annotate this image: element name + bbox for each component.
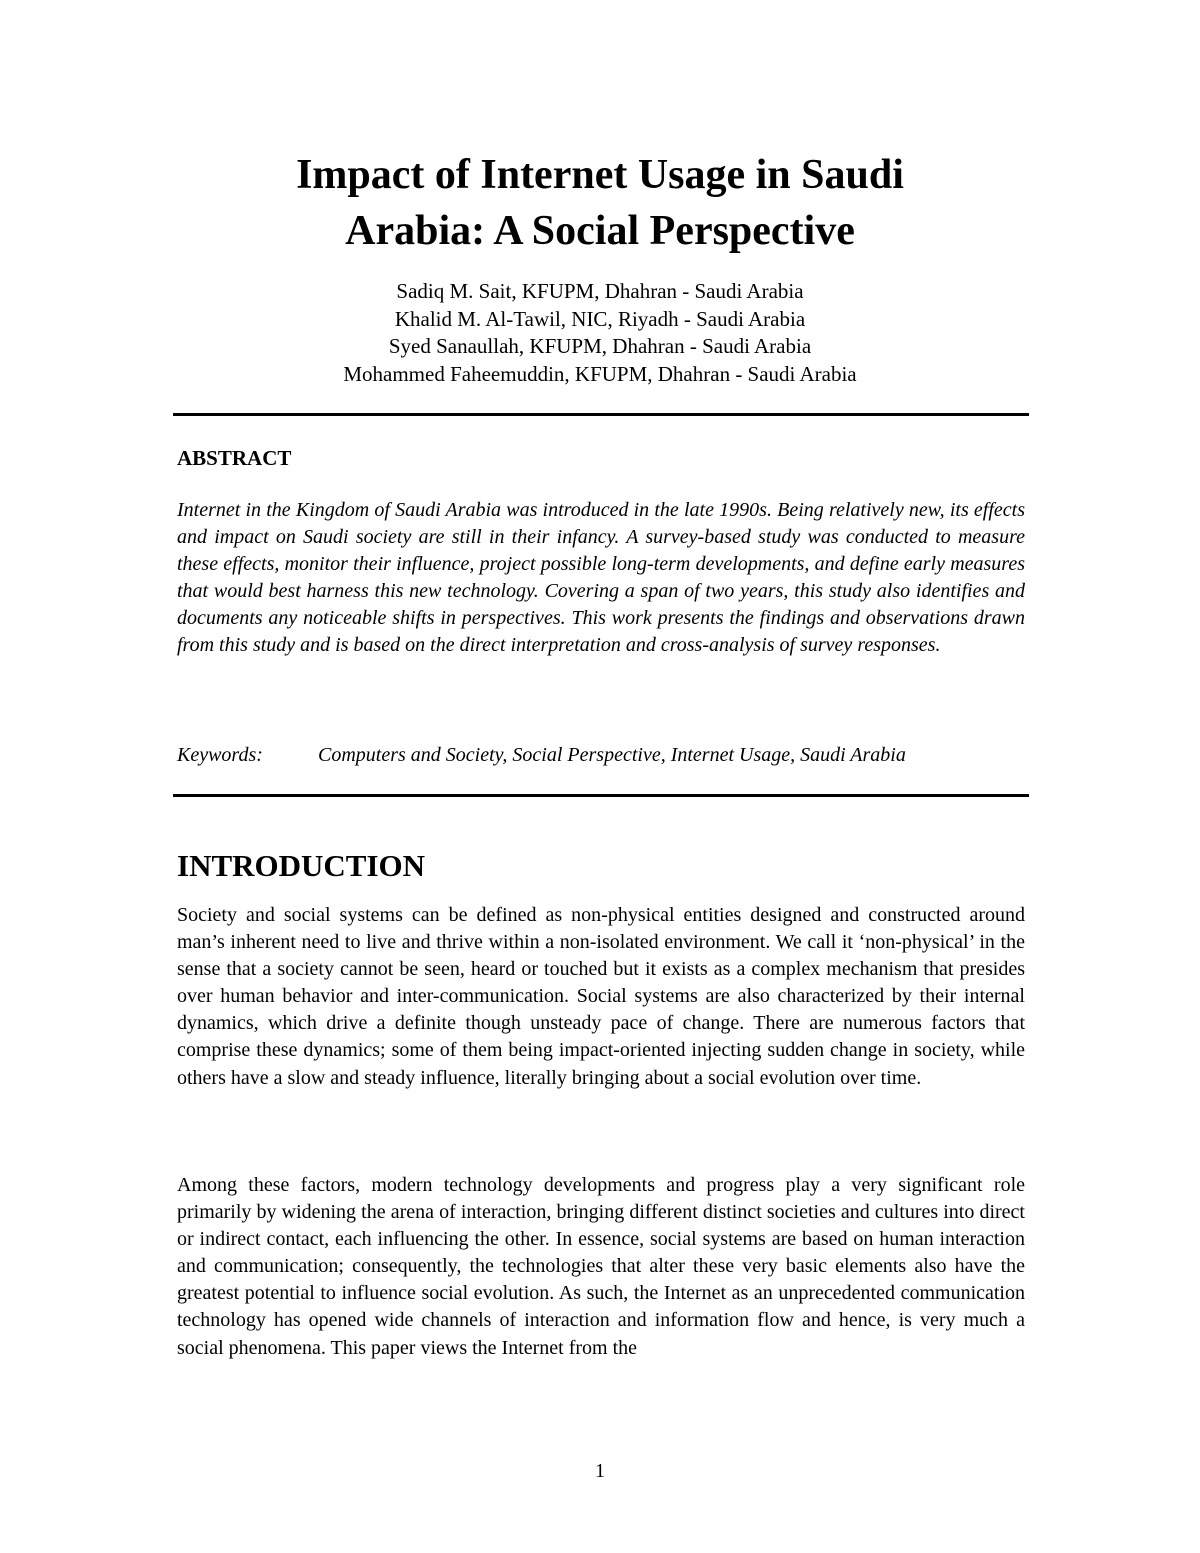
- author-line: Syed Sanaullah, KFUPM, Dhahran - Saudi Arabia: [388, 334, 812, 358]
- abstract-top-rule: [173, 413, 1029, 416]
- abstract-heading: ABSTRACT: [177, 446, 292, 470]
- introduction-paragraph: Society and social systems can be defined as non-physical entities designed and constructed around man’s inherent need to live and thrive within a non-isolated environment. We call it ‘non-physical’ in the sense that a society cannot be seen, heard or touched but it exists as a complex mechanism that presides over human behavior and inter-communication. Social systems are also characterized by their internal dynamics, which drive a definite though unsteady pace of change. There are numerous factors that comprise these dynamics; some of them being impact-oriented injecting sudden change in society, while others have a slow and steady influence, literally bringing about a social evolution over time.: [177, 904, 1025, 1089]
- introduction-paragraph: Among these factors, modern technology developments and progress play a very significant role primarily by widening the arena of interaction, bringing different distinct societies and cultures into direct or indirect contact, each influencing the other. In essence, social systems are based on human interaction and communication; consequently, the technologies that alter these very basic elements also have the greatest potential to influence social evolution. As such, the Internet as an unprecedented communication technology has opened wide channels of interaction and information flow and hence, is very much a social phenomena. This paper views the Internet from the: [177, 1174, 1025, 1359]
- author-line: Khalid M. Al-Tawil, NIC, Riyadh - Saudi Arabia: [394, 306, 806, 331]
- abstract-bottom-rule: [173, 794, 1029, 797]
- paper-title-line-1: Impact of Internet Usage in Saudi: [296, 152, 904, 198]
- author-line: Mohammed Faheemuddin, KFUPM, Dhahran - Saudi Arabia: [343, 361, 857, 386]
- author-list: [0, 278, 1200, 388]
- page-number: 1: [595, 1460, 605, 1482]
- keywords-line: [177, 742, 906, 769]
- introduction-heading: INTRODUCTION: [177, 848, 426, 883]
- paper-title-line-2: Arabia: A Social Perspective: [345, 208, 855, 254]
- author-line: Sadiq M. Sait, KFUPM, Dhahran - Saudi Arabia: [396, 279, 804, 303]
- keywords-value: Computers and Society, Social Perspective, Internet Usage, Saudi Arabia: [318, 744, 906, 766]
- abstract-body: Internet in the Kingdom of Saudi Arabia was introduced in the late 1990s. Being relatively new, its effects and impact on Saudi society are still in their infancy. A survey-based study was conducted to measure these effects, monitor their influence, project possible long-term developments, and define early measures that would best harness this new technology. Covering a span of two years, this study also identifies and documents any noticeable shifts in perspectives. This work presents the findings and observations drawn from this study and is based on the direct interpretation and cross-analysis of survey responses.: [177, 499, 1025, 657]
- keywords-label: Keywords:: [177, 744, 263, 766]
- paper-title: [0, 147, 1200, 259]
